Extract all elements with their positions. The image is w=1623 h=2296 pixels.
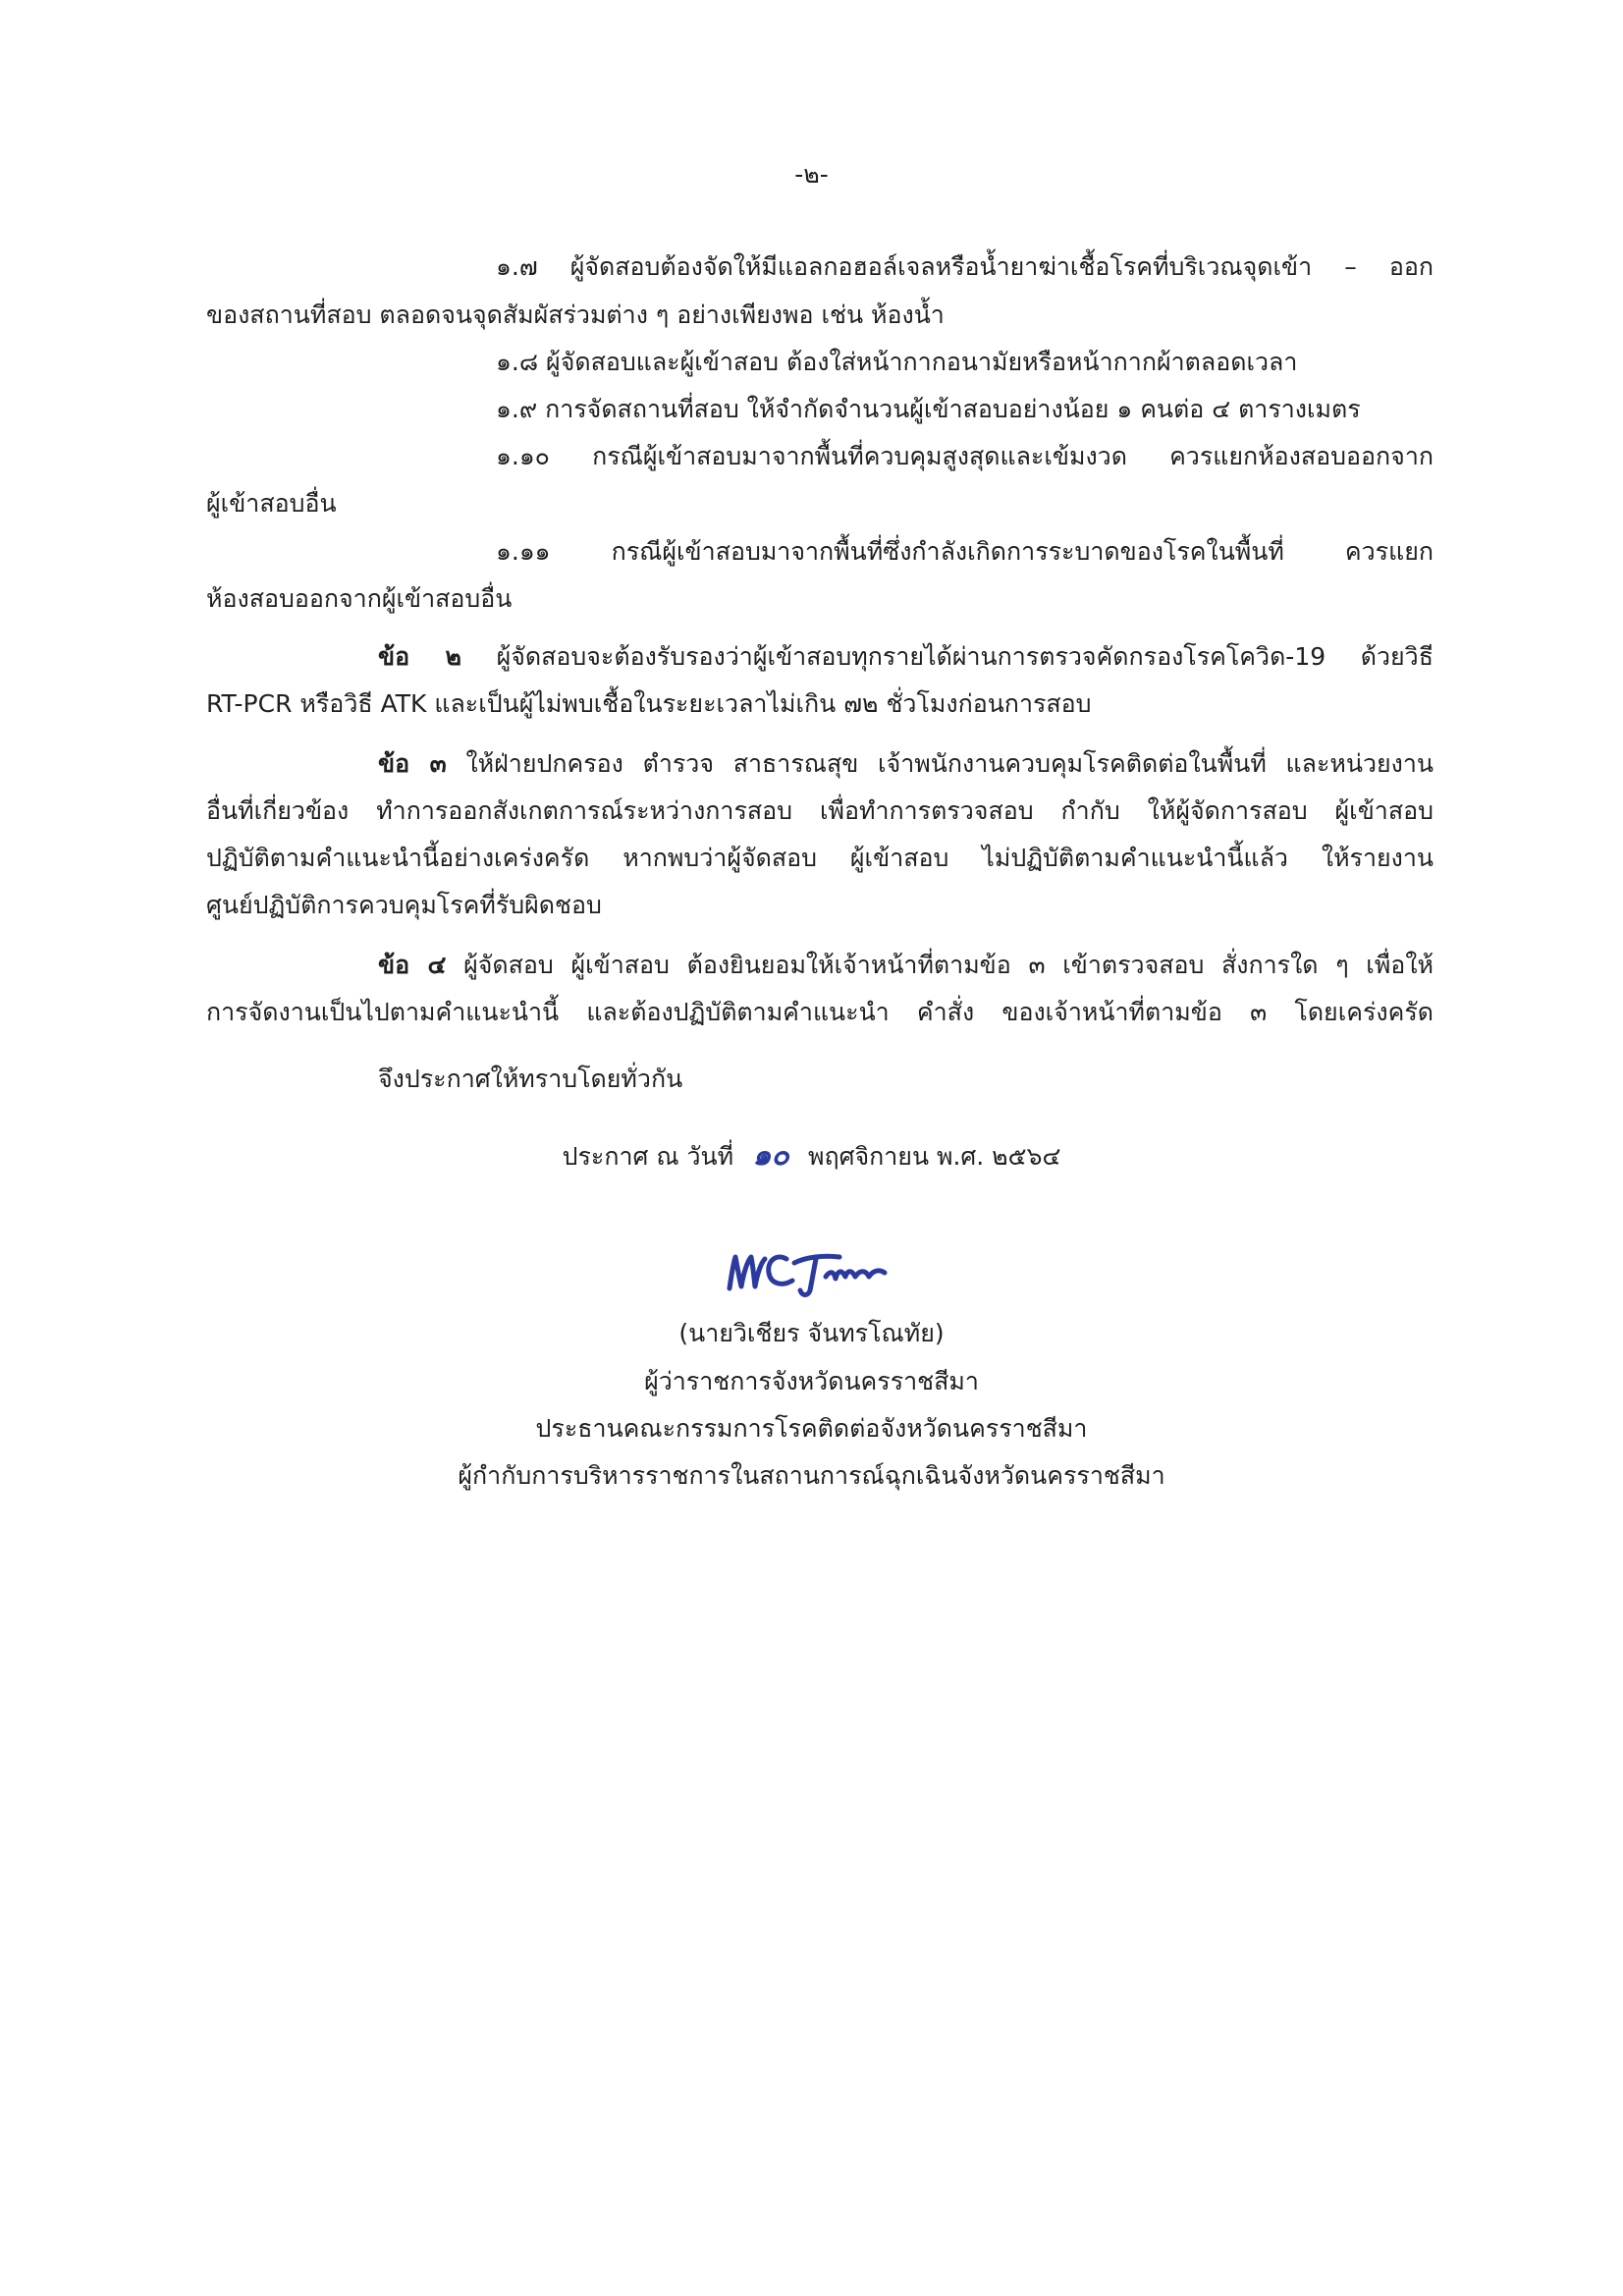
date-day: ๑๐ bbox=[752, 1138, 789, 1173]
clause-2-line-1 bbox=[378, 640, 1434, 674]
clause-3-label: ข้อ ๓ bbox=[378, 749, 447, 778]
clause-2-text-1: ผู้จัดสอบจะต้องรับรองว่าผู้เข้าสอบทุกรายได้ผ่านการตรวจคัดกรองโรคโควิด-19 ด้วยวิธี bbox=[496, 642, 1434, 671]
clause-3-line-2: อื่นที่เกี่ยวข้อง ทำการออกสังเกตการณ์ระหว่างการสอบ เพื่อทำการตรวจสอบ กำกับ ให้ผู้จัดการสอบ ผู้เข้าสอบ bbox=[206, 796, 1434, 825]
measure-1-10-line-1: ๑.๑๐ กรณีผู้เข้าสอบมาจากพื้นที่ควบคุมสูงสุดและเข้มงวด ควรแยกห้องสอบออกจาก bbox=[496, 442, 1434, 470]
clause-3-line-4: ศูนย์ปฏิบัติการควบคุมโรคที่รับผิดชอบ bbox=[206, 891, 602, 919]
measure-1-9: ๑.๙ การจัดสถานที่สอบ ให้จำกัดจำนวนผู้เข้าสอบอย่างน้อย ๑ คนต่อ ๔ ตารางเมตร bbox=[496, 395, 1361, 423]
clause-2-label: ข้อ ๒ bbox=[378, 642, 461, 671]
signer-name: (นายวิเชียร จันทรโณทัย) bbox=[678, 1319, 945, 1347]
clause-3-line-3: ปฏิบัติตามคำแนะนำนี้อย่างเคร่งครัด หากพบว่าผู้จัดสอบ ผู้เข้าสอบ ไม่ปฏิบัติตามคำแนะนำนี้แล้ว ให้รายงาน bbox=[206, 844, 1434, 872]
clause-3-line-1 bbox=[378, 747, 1434, 781]
clause-4-line-1 bbox=[378, 949, 1434, 982]
signer-title-committee-chair: ประธานคณะกรรมการโรคติดต่อจังหวัดนครราชสีมา bbox=[535, 1414, 1088, 1443]
measure-1-11-line-1: ๑.๑๑ กรณีผู้เข้าสอบมาจากพื้นที่ซึ่งกำลังเกิดการระบาดของโรคในพื้นที่ ควรแยก bbox=[496, 537, 1434, 566]
measure-1-8: ๑.๘ ผู้จัดสอบและผู้เข้าสอบ ต้องใส่หน้ากากอนามัยหรือหน้ากากผ้าตลอดเวลา bbox=[496, 348, 1298, 376]
measure-1-11-line-2: ห้องสอบออกจากผู้เข้าสอบอื่น bbox=[206, 584, 513, 613]
measure-1-7-line-1: ๑.๗ ผู้จัดสอบต้องจัดให้มีแอลกอฮอล์เจลหรือน้ำยาฆ่าเชื้อโรคที่บริเวณจุดเข้า – ออก bbox=[496, 252, 1434, 281]
clause-3-text-1: ให้ฝ่ายปกครอง ตำรวจ สาธารณสุข เจ้าพนักงานควบคุมโรคติดต่อในพื้นที่ และหน่วยงาน bbox=[465, 749, 1434, 778]
clause-4-text-1: ผู้จัดสอบ ผู้เข้าสอบ ต้องยินยอมให้เจ้าหน้าที่ตามข้อ ๓ เข้าตรวจสอบ สั่งการใด ๆ เพื่อให้ bbox=[463, 951, 1434, 979]
clause-4-line-2: การจัดงานเป็นไปตามคำแนะนำนี้ และต้องปฏิบัติตามคำแนะนำ คำสั่ง ของเจ้าหน้าที่ตามข้อ ๓ โดยเคร่งครัด bbox=[206, 998, 1434, 1026]
measure-1-10-line-2: ผู้เข้าสอบอื่น bbox=[206, 489, 337, 518]
page-number: -๒- bbox=[794, 160, 829, 189]
announcement: จึงประกาศให้ทราบโดยทั่วกัน bbox=[378, 1065, 683, 1093]
measure-1-7-line-2: ของสถานที่สอบ ตลอดจนจุดสัมผัสร่วมต่าง ๆ อย่างเพียงพอ เช่น ห้องน้ำ bbox=[206, 301, 945, 329]
signer-title-governor: ผู้ว่าราชการจังหวัดนครราชสีมา bbox=[644, 1367, 979, 1395]
clause-4-label: ข้อ ๔ bbox=[378, 951, 447, 979]
announcement-date bbox=[0, 1139, 1623, 1174]
clause-2-line-2: RT-PCR หรือวิธี ATK และเป็นผู้ไม่พบเชื้อในระยะเวลาไม่เกิน ๗๒ ชั่วโมงก่อนการสอบ bbox=[206, 689, 1092, 718]
date-prefix: ประกาศ ณ วันที่ bbox=[562, 1142, 734, 1171]
handwritten-signature bbox=[722, 1237, 903, 1306]
signer-title-emergency-supervisor: ผู้กำกับการบริหารราชการในสถานการณ์ฉุกเฉินจังหวัดนครราชสีมา bbox=[458, 1461, 1165, 1490]
date-suffix: พฤศจิกายน พ.ศ. ๒๕๖๔ bbox=[808, 1142, 1061, 1171]
